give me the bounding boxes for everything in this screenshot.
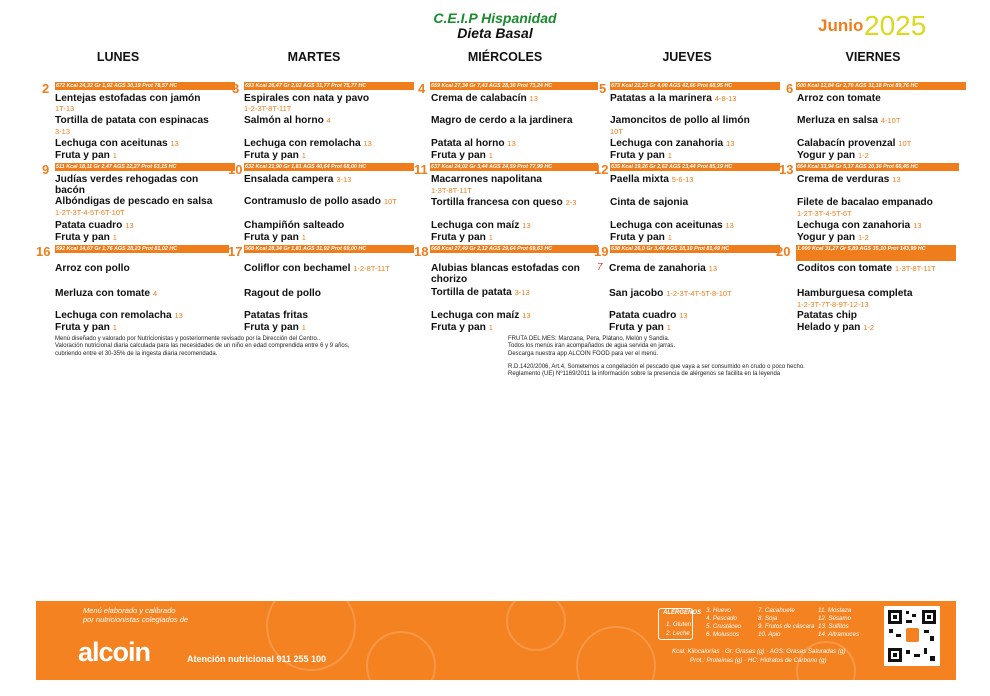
nutrition-bar: 638 Kcal 26,0 Gr 3,46 AGS 18,10 Prot 81,49 HC	[610, 245, 780, 253]
qr-code[interactable]	[884, 606, 940, 666]
dish: Fruta y pan 1	[244, 150, 306, 161]
allergen-item: 9. Frutos de cáscara	[758, 623, 815, 630]
dish: Lechuga con remolacha 13	[55, 310, 183, 321]
month-label: Junio	[818, 16, 864, 35]
footer-banner	[36, 601, 956, 680]
dish: Fruta y pan 1	[431, 322, 493, 333]
allergen-item: 10. Apio	[758, 631, 781, 638]
dish: Fruta y pan 1	[431, 150, 493, 161]
nutrition-legend: Prot.: Proteínas (g) · HC: Hidratos de Carbono (g)	[690, 657, 827, 664]
dish: Fruta y pan 1	[55, 150, 117, 161]
nutrition-bar: 664 Kcal 33,94 Gr 5,17 AGS 20,36 Prot 66,45 HC	[796, 163, 959, 171]
dish: Patatas a la marinera 4-8-13	[610, 93, 737, 104]
day-number: 12	[594, 162, 609, 177]
dish: Contramuslo de pollo asado 10T	[244, 196, 397, 207]
dish: Crema de zanahoria 13	[609, 263, 718, 274]
dish: Patatas chip	[797, 310, 858, 321]
dish: Paella mixta 5-6-13	[610, 174, 694, 185]
alcoin-logo: alcoin	[78, 637, 151, 667]
dish: Crema de verduras 13	[797, 174, 901, 185]
dish: Fruta y pan 1	[431, 232, 493, 243]
allergens: 1-2-3T-8T-11T	[244, 104, 292, 113]
nutrition-bar: 637 Kcal 24,02 Gr 3,44 AGS 24,59 Prot 77,99 HC	[430, 163, 598, 171]
day-number: 6	[786, 81, 794, 96]
dish: Judías verdes rehogadas con bacón	[55, 174, 199, 196]
dish: Albóndigas de pescado en salsa 1-2T-3T-4-5T-6T-10T	[55, 196, 213, 217]
dish: Macarrones napolitana	[431, 174, 542, 185]
dish: Arroz con tomate	[797, 93, 881, 104]
allergen-item: 3. Huevo	[706, 607, 731, 614]
dish: Fruta y pan 1	[55, 322, 117, 333]
nutrition-phone: Atención nutricional 911 255 100	[187, 654, 327, 664]
day-header-friday: VIERNES	[845, 50, 901, 64]
dish: Merluza con tomate 4	[55, 288, 158, 299]
dish: Fruta y pan 1	[244, 232, 306, 243]
nutrition-bar: 511 Kcal 18,11 Gr 2,47 AGS 22,27 Prot 63,15 HC	[55, 163, 235, 171]
allergen-item: 13. Sulfitos	[818, 623, 849, 630]
day-number: 5	[599, 81, 607, 96]
day-number: 11	[414, 162, 428, 177]
nutrition-bar: 632 Kcal 21,90 Gr 1,81 AGS 40,64 Prot 68,00 HC	[244, 163, 414, 171]
dish: Fruta y pan 1	[610, 232, 672, 243]
dish: Coditos con tomate 1-3T-8T-11T	[797, 263, 936, 274]
allergen-item: 5. Crustáceo	[706, 623, 742, 630]
day-number: 20	[776, 244, 791, 259]
dish: Tortilla de patata con espinacas	[55, 115, 209, 126]
nutrition-bar: 592 Kcal 14,67 Gr 1,76 AGS 28,23 Prot 81,02 HC	[55, 245, 229, 253]
dish: Coliflor con bechamel 1-2-8T-11T	[244, 263, 390, 274]
note-left: Menú diseñado y valorado por Nutricionistas y posteriormente revisado por la Dirección del Centro.. Valoración nutricional diaria calculada para las necesidades de un niño en edad comprendida entre 6 y 9 años, cubriendo entre el 30-35% de la ingesta diaria recomendada.	[55, 336, 350, 357]
dish: Tortilla de patata 3-13	[431, 287, 530, 298]
dish: Patata cuadro 13	[609, 310, 688, 321]
day-number: 18	[414, 244, 429, 259]
nutrition-bar: 568 Kcal 28,34 Gr 1,81 AGS 31,92 Prot 69,00 HC	[244, 245, 414, 253]
nutrition-bar: 668 Kcal 27,49 Gr 2,12 AGS 29,64 Prot 69,63 HC	[430, 245, 598, 253]
day-number: 3	[232, 81, 240, 96]
day-number: 17	[228, 244, 243, 259]
footer-tagline: Menú elaborado y calibrado por nutricionistas colegiados de	[83, 606, 189, 624]
dish: Yogur y pan 1-2	[797, 150, 869, 161]
allergens: 3-13	[55, 127, 71, 136]
day-number: 9	[42, 162, 50, 177]
dish: Lechuga con remolacha 13	[244, 138, 372, 149]
dish: Champiñón salteado	[244, 220, 345, 231]
allergens-title: ALÉRGENOS	[663, 610, 702, 616]
dish: Fruta y pan 1	[244, 322, 306, 333]
dish: Merluza en salsa 4-10T	[797, 115, 901, 126]
day-number: 10	[228, 162, 243, 177]
allergen-item: 14. Altramuces	[818, 631, 860, 638]
day-header-thursday: JUEVES	[662, 50, 712, 64]
dish: Crema de calabacín 13	[431, 93, 538, 104]
allergen-item: 1. Gluten	[666, 621, 692, 628]
dish: Calabacín provenzal 10T	[797, 138, 912, 149]
dish: Patata al horno 13	[431, 138, 516, 149]
dish: Alubias blancas estofadas con chorizo	[431, 263, 580, 285]
allergen-item: 8. Soja	[758, 615, 778, 622]
dish: Patata cuadro 13	[55, 220, 134, 231]
dish: Helado y pan 1-2	[797, 322, 875, 333]
dish: Cinta de sajonia	[610, 197, 689, 208]
day-header-tuesday: MARTES	[287, 50, 341, 64]
dish: Arroz con pollo	[55, 263, 130, 274]
dish: Lechuga con maíz 13	[431, 220, 531, 231]
dish: Fruta y pan 1	[609, 322, 671, 333]
day-header-monday: LUNES	[96, 50, 140, 64]
nutrition-bar: 672 Kcal 24,32 Gr 1,92 AGS 30,19 Prot 78,57 HC	[55, 82, 235, 90]
dish: Hamburguesa completa	[797, 288, 913, 299]
dish: Magro de cerdo a la jardinera	[431, 115, 573, 126]
day-number: 19	[594, 244, 609, 259]
day-number: 4	[418, 81, 426, 96]
dish: Jamoncitos de pollo al limón	[610, 115, 750, 126]
note-right: FRUTA DEL MES: Manzana, Pera, Plátano, Melón y Sandía. Todos los menús irán acompañados de agua servida en jarras. Descarga nuestra app ALCOIN FOOD para ver el menú. R.D.1420/2006, Art.4, Sometemos a congelación el pescado que vaya a ser consumido en crudo o poco hecho. Reglamento (UE) Nº1169/2011 la información sobre la presencia de alérgenos se facilita en la leyenda	[508, 336, 805, 378]
allergens: 1-2-3T-7T-8-9T-12-13	[797, 300, 869, 309]
dish: Yogur y pan 1-2	[797, 232, 869, 243]
dish: Ragout de pollo	[244, 288, 321, 299]
allergen-item: 11. Mostaza	[818, 607, 852, 614]
dish: San jacobo 1-2-3T-4T-5T-8-10T	[609, 288, 732, 299]
dish: Filete de bacalao empanado	[797, 197, 933, 208]
dish: Lechuga con maíz 13	[431, 310, 531, 321]
diet-type: Dieta Basal	[457, 25, 533, 41]
allergen-item: 4. Pescado	[706, 615, 737, 622]
school-name: C.E.I.P Hispanidad	[433, 10, 557, 26]
dish: Lechuga con aceitunas 13	[610, 220, 734, 231]
allergen-item: 12. Sésamo	[818, 615, 852, 622]
dish: Tortilla francesa con queso 2-3	[431, 197, 577, 208]
nutrition-bar: 600 Kcal 12,84 Gr 2,70 AGS 31,18 Prot 89,76 HC	[796, 82, 966, 90]
day-header-wednesday: MIÉRCOLES	[467, 50, 543, 64]
allergen-item: 7. Cacahuete	[758, 607, 795, 614]
day-number: 13	[779, 162, 794, 177]
mark: 7	[597, 262, 603, 273]
day-number: 2	[42, 81, 50, 96]
dish: Lechuga con zanahoria 13	[797, 220, 922, 231]
dish: Lentejas estofadas con jamón	[55, 93, 201, 104]
nutrition-legend: Kcal: Kilocalorías · Gr: Grasas (g) · AGS: Grasas Saturadas (g)	[672, 648, 846, 655]
nutrition-bar: 693 Kcal 26,47 Gr 2,02 AGS 31,77 Prot 75,77 HC	[244, 82, 414, 90]
dish: Patatas fritas	[244, 310, 308, 321]
nutrition-bar: 659 Kcal 27,34 Gr 7,43 AGS 28,36 Prot 73,24 HC	[430, 82, 598, 90]
nutrition-bar: 1.000 Kcal 31,27 Gr 5,89 AGS 35,10 Prot 143,99 HC	[796, 245, 956, 261]
nutrition-bar: 635 Kcal 19,26 Gr 2,62 AGS 23,44 Prot 85,19 HC	[610, 163, 780, 171]
dish: Lechuga con zanahoria 13	[610, 138, 735, 149]
nutrition-bar: 673 Kcal 22,23 Gr 4,00 AGS 42,66 Prot 68,95 HC	[610, 82, 780, 90]
year-label: 2025	[864, 10, 927, 41]
allergen-item: 6. Moluscos	[706, 631, 740, 638]
allergen-item: 2. Leche	[666, 630, 690, 637]
day-number: 16	[36, 244, 51, 259]
dish: Ensalada campera 3-13	[244, 174, 352, 185]
dish: Fruta y pan 1	[55, 232, 117, 243]
allergens: 1-3T-8T-11T	[431, 186, 472, 195]
allergens: 10T	[610, 127, 623, 136]
dish: Lechuga con aceitunas 13	[55, 138, 179, 149]
dish: Salmón al horno 4	[244, 115, 331, 126]
dish: Fruta y pan 1	[610, 150, 672, 161]
allergens: 1-2T-3T-4-5T-6T	[797, 209, 852, 218]
allergens: 1T-13	[55, 104, 75, 113]
dish: Espirales con nata y pavo	[244, 93, 370, 104]
